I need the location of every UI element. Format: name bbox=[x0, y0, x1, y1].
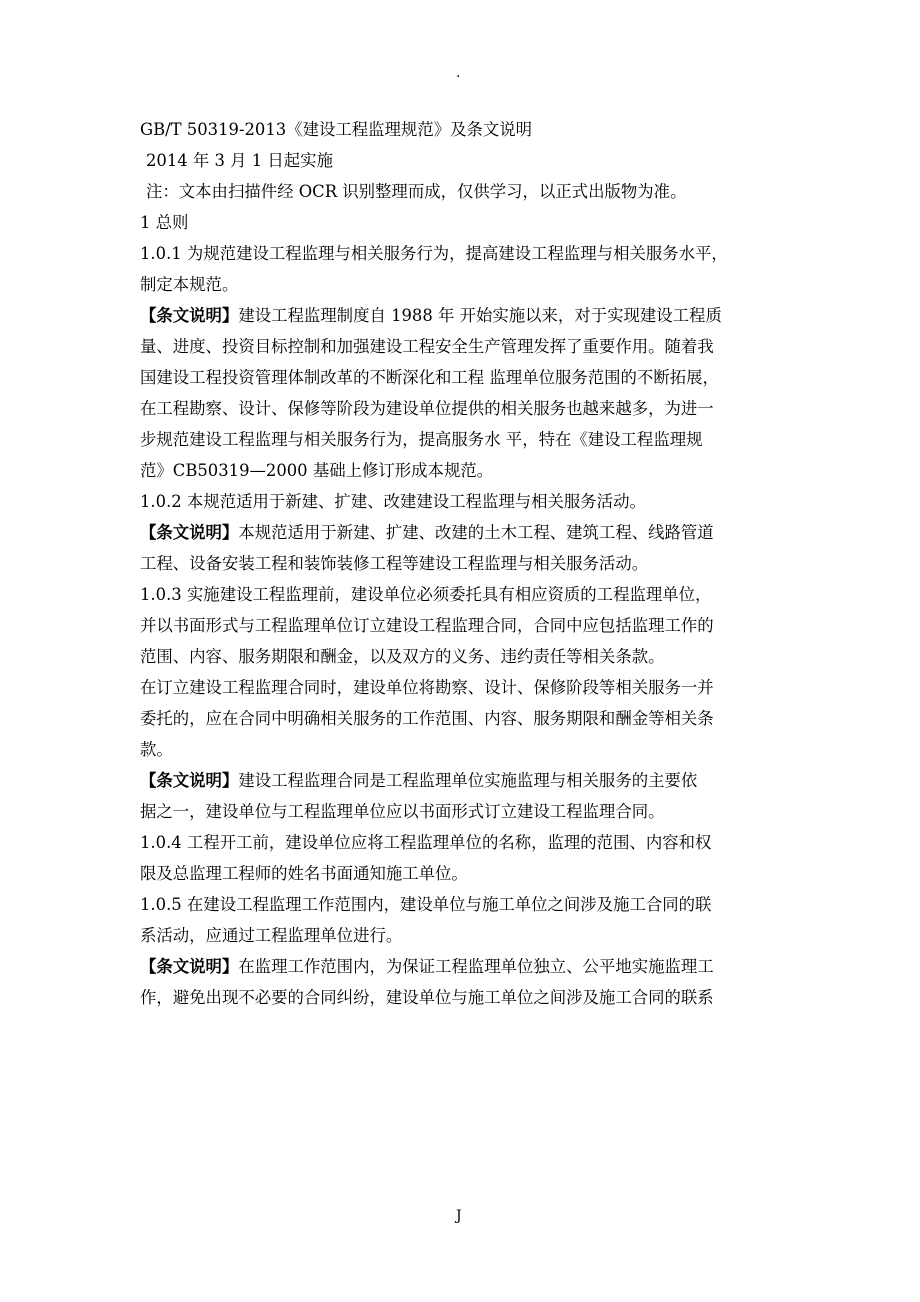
clause-1-0-2-line: 1.0.2 本规范适用于新建、扩建、改建建设工程监理与相关服务活动。 bbox=[140, 492, 646, 511]
explanation-label: 【条文说明】 bbox=[140, 771, 239, 790]
clause-1-0-3-line: 1.0.3 实施建设工程监理前，建设单位必须委托具有相应资质的工程监理单位， bbox=[140, 585, 712, 604]
explanation-label: 【条文说明】 bbox=[140, 523, 239, 542]
explanation-1-0-2-line: 工程、设备安装工程和装饰装修工程等建设工程监理与相关服务活动。 bbox=[140, 554, 649, 573]
clause-1-0-1-line: 制定本规范。 bbox=[140, 275, 239, 294]
explanation-1-0-5-line bbox=[140, 953, 785, 984]
explanation-text: 建设工程监理制度自 1988 年 开始实施以来，对于实现建设工程质 bbox=[238, 306, 722, 325]
explanation-text: 在监理工作范围内，为保证工程监理单位独立、公平地实施监理工 bbox=[238, 957, 714, 976]
clause-1-0-5-line: 系活动，应通过工程监理单位进行。 bbox=[140, 926, 403, 945]
clause-1-0-5-line: 1.0.5 在建设工程监理工作范围内，建设单位与施工单位之间涉及施工合同的联 bbox=[140, 895, 712, 914]
chapter-heading: 1 总则 bbox=[140, 213, 189, 232]
page-number: J bbox=[456, 1208, 462, 1224]
ocr-note: 注：文本由扫描件经 OCR 识别整理而成，仅供学习，以正式出版物为准。 bbox=[146, 182, 687, 201]
header-mark: . bbox=[456, 65, 461, 81]
clause-1-0-4-line: 限及总监理工程师的姓名书面通知施工单位。 bbox=[140, 864, 468, 883]
explanation-1-0-1-line: 国建设工程投资管理体制改革的不断深化和工程 监理单位服务范围的不断拓展， bbox=[140, 368, 719, 387]
clause-1-0-3-line: 委托的，应在合同中明确相关服务的工作范围、内容、服务期限和酬金等相关条 bbox=[140, 709, 714, 728]
explanation-1-0-2-line bbox=[140, 519, 785, 550]
explanation-1-0-1-line: 步规范建设工程监理与相关服务行为，提高服务水 平，特在《建设工程监理规 bbox=[140, 430, 703, 449]
explanation-1-0-5-line: 作，避免出现不必要的合同纠纷，建设单位与施工单位之间涉及施工合同的联系 bbox=[140, 988, 714, 1007]
clause-1-0-1-line: 1.0.1 为规范建设工程监理与相关服务行为，提高建设工程监理与相关服务水平， bbox=[140, 244, 728, 263]
explanation-1-0-3-line bbox=[140, 767, 785, 798]
explanation-label: 【条文说明】 bbox=[140, 306, 239, 325]
explanation-1-0-1-line: 在工程勘察、设计、保修等阶段为建设单位提供的相关服务也越来越多，为进一 bbox=[140, 399, 714, 418]
explanation-1-0-1-line: 范》CB50319—2000 基础上修订形成本规范。 bbox=[140, 461, 494, 480]
clause-1-0-4-line: 1.0.4 工程开工前，建设单位应将工程监理单位的名称，监理的范围、内容和权 bbox=[140, 833, 712, 852]
document-body bbox=[140, 116, 785, 1015]
clause-1-0-3-line: 在订立建设工程监理合同时，建设单位将勘察、设计、保修阶段等相关服务一并 bbox=[140, 678, 714, 697]
effective-date: 2014 年 3 月 1 日起实施 bbox=[146, 151, 333, 170]
clause-1-0-3-line: 并以书面形式与工程监理单位订立建设工程监理合同，合同中应包括监理工作的 bbox=[140, 616, 714, 635]
explanation-1-0-1-line: 量、进度、投资目标控制和加强建设工程安全生产管理发挥了重要作用。随着我 bbox=[140, 337, 714, 356]
explanation-text: 本规范适用于新建、扩建、改建的土木工程、建筑工程、线路管道 bbox=[238, 523, 714, 542]
explanation-label: 【条文说明】 bbox=[140, 957, 239, 976]
explanation-text: 建设工程监理合同是工程监理单位实施监理与相关服务的主要依 bbox=[238, 771, 698, 790]
clause-1-0-3-line: 范围、内容、服务期限和酬金，以及双方的义务、违约责任等相关条款。 bbox=[140, 647, 665, 666]
explanation-1-0-3-line: 据之一，建设单位与工程监理单位应以书面形式订立建设工程监理合同。 bbox=[140, 802, 665, 821]
explanation-1-0-1-line bbox=[140, 302, 785, 333]
clause-1-0-3-line: 款。 bbox=[140, 740, 173, 759]
document-title: GB/T 50319-2013《建设工程监理规范》及条文说明 bbox=[140, 120, 533, 139]
